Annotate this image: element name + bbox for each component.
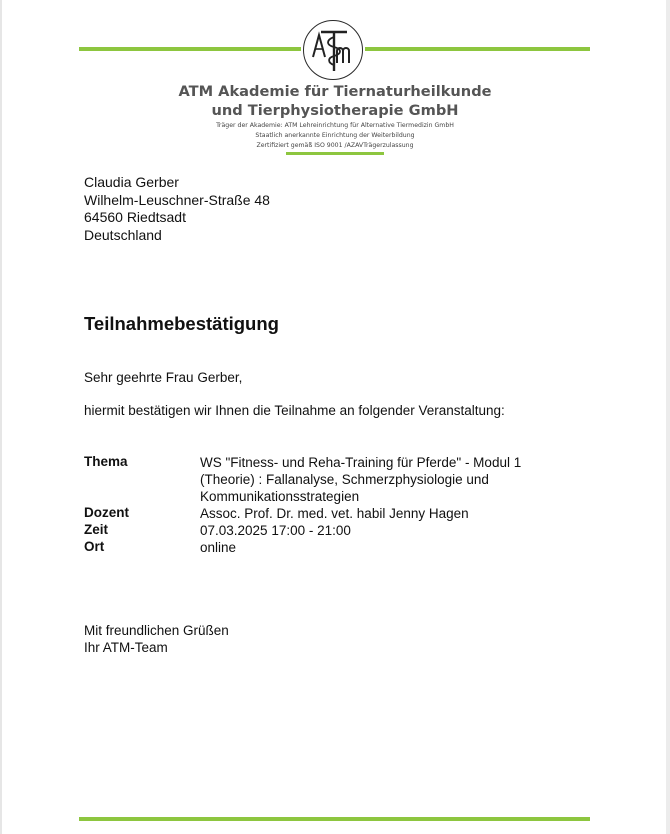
dozent-value: Assoc. Prof. Dr. med. vet. habil Jenny Hagen xyxy=(200,506,469,521)
recipient-name: Claudia Gerber xyxy=(84,174,179,190)
thema-line-2: (Theorie) : Fallanalyse, Schmerzphysiologie und xyxy=(200,472,489,487)
footer-rule xyxy=(79,817,590,821)
thema-line-3: Kommunikationsstrategien xyxy=(200,489,360,504)
recipient-address xyxy=(84,174,270,244)
atm-logo xyxy=(303,20,363,80)
thema-line-1: WS "Fitness- und Reha-Training für Pferde" - Modul 1 xyxy=(200,455,522,470)
accreditation-line: Staatlich anerkannte Einrichtung der Weiterbildung xyxy=(255,132,415,139)
organization-name xyxy=(0,82,670,120)
dozent-label: Dozent xyxy=(84,505,129,520)
header-rule-right xyxy=(365,47,590,51)
ort-value: online xyxy=(200,540,237,555)
closing-signature: Ihr ATM-Team xyxy=(84,640,168,655)
thema-value xyxy=(200,454,521,505)
thema-label: Thema xyxy=(84,454,128,469)
header-rule-left xyxy=(79,47,301,51)
closing-greeting: Mit freundlichen Grüßen xyxy=(84,623,229,638)
zeit-value: 07.03.2025 17:00 - 21:00 xyxy=(200,523,351,538)
certification-line: Zertifiziert gemäß ISO 9001 /AZAVTrägerzulassung xyxy=(256,142,414,149)
sponsor-line: Träger der Akademie: ATM Lehreinrichtung für Alternative Tiermedizin GmbH xyxy=(216,122,454,129)
organization-name-line2: und Tierphysiotherapie GmbH xyxy=(211,102,459,119)
document-title: Teilnahmebestätigung xyxy=(84,313,279,334)
salutation: Sehr geehrte Frau Gerber, xyxy=(84,370,243,385)
recipient-street: Wilhelm-Leuschner-Straße 48 xyxy=(84,191,270,208)
ort-label: Ort xyxy=(84,539,105,554)
recipient-country: Deutschland xyxy=(84,226,162,243)
recipient-city: 64560 Riedtsadt xyxy=(84,209,186,225)
intro-text: hiermit bestätigen wir Ihnen die Teilnahme an folgender Veranstaltung: xyxy=(84,403,505,418)
header-underline xyxy=(286,152,384,155)
zeit-label: Zeit xyxy=(84,522,109,537)
organization-name-line1: ATM Akademie für Tiernaturheilkunde xyxy=(178,83,492,100)
atm-logo-mark xyxy=(304,21,361,78)
